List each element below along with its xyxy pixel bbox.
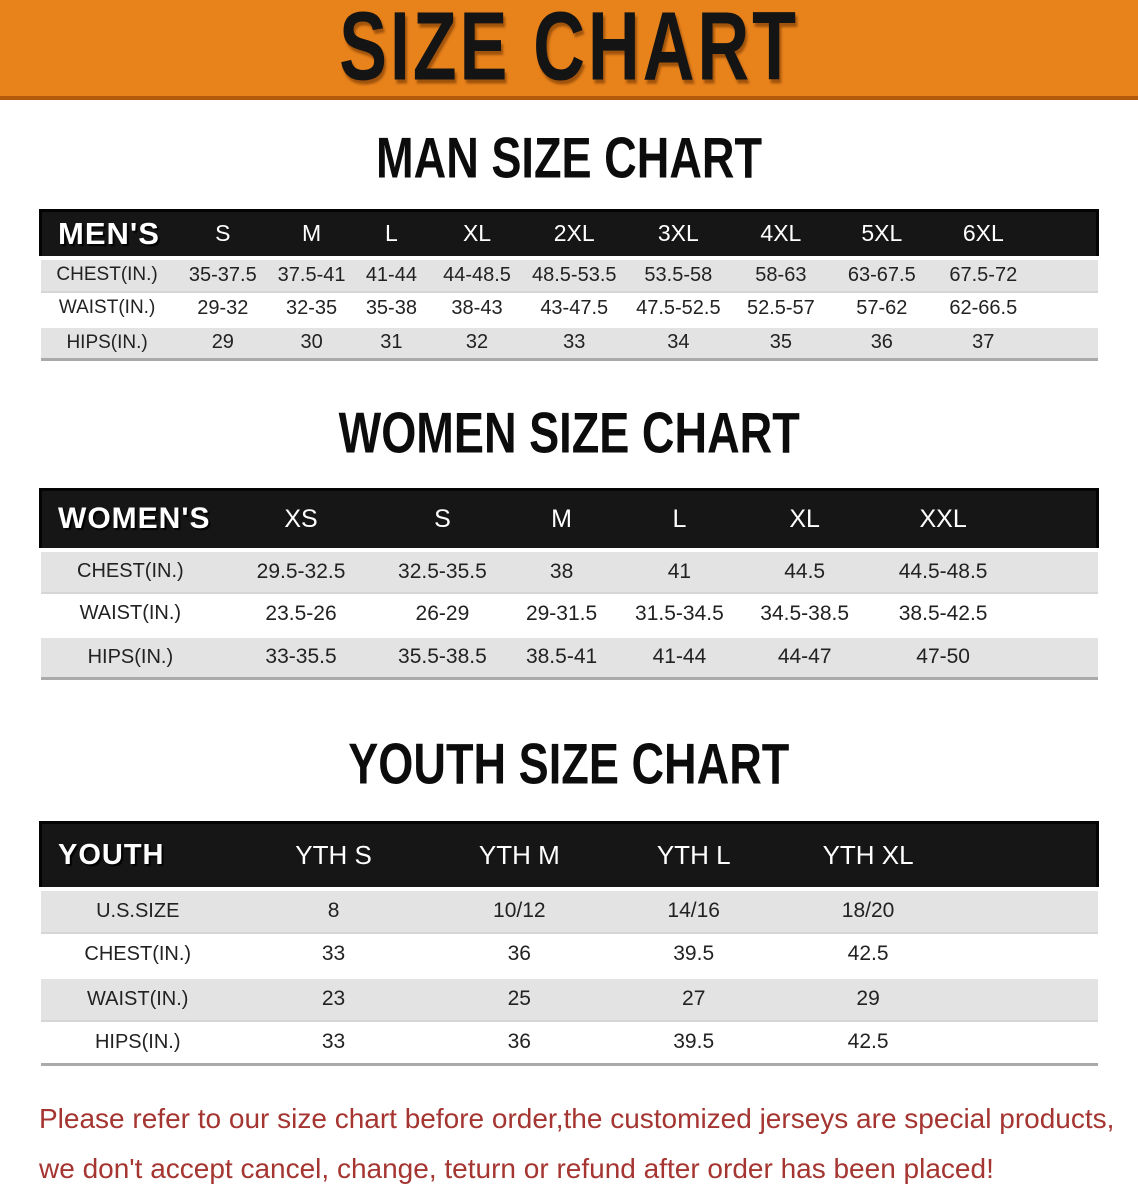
women-size-header: XXL [919, 504, 967, 533]
size-value: 44-48.5 [443, 263, 511, 286]
size-value: 44-47 [777, 645, 832, 669]
men-size-header: 3XL [657, 220, 699, 247]
size-value: 41-44 [365, 263, 417, 286]
size-value: 32 [465, 331, 489, 354]
size-value: 44.5-48.5 [898, 559, 988, 583]
youth-waist-row [41, 977, 1098, 1021]
youth-header-row [41, 823, 1098, 889]
size-value: 33 [321, 942, 346, 965]
size-value: 31.5-34.5 [635, 601, 724, 625]
men-size-header: M [302, 220, 322, 247]
women-size-header: M [551, 504, 572, 533]
size-value: 27 [682, 987, 706, 1010]
size-value: 39.5 [673, 1030, 715, 1054]
youth-hips-row [41, 1021, 1098, 1065]
row-spacer [955, 1021, 1097, 1065]
size-value: 36 [870, 331, 893, 354]
men-size-header: L [385, 220, 398, 247]
row-spacer [1016, 550, 1098, 593]
men-hips-row [41, 326, 1098, 360]
size-value: 29 [856, 987, 880, 1010]
size-value: 63-67.5 [847, 263, 916, 286]
size-value: 23 [321, 987, 346, 1010]
women-section-title-text: WOMEN SIZE CHART [338, 400, 800, 465]
size-value: 31 [380, 331, 403, 354]
men-waist-row [41, 292, 1098, 326]
women-size-header: XL [789, 504, 820, 533]
size-value: 42.5 [847, 942, 889, 965]
size-value: 67.5-72 [949, 263, 1018, 286]
size-value: 53.5-58 [644, 263, 713, 286]
row-label: CHEST(IN.) [77, 560, 184, 582]
size-value: 14/16 [667, 899, 720, 922]
man-section-title [0, 125, 1138, 190]
disclaimer-line-2: we don't accept cancel, change, teturn or refund after order has been placed! [39, 1152, 994, 1184]
size-value: 34.5-38.5 [760, 601, 850, 625]
size-value: 43-47.5 [540, 296, 609, 319]
size-value: 41-44 [652, 645, 707, 669]
women-hips-row [41, 636, 1098, 679]
row-label: WAIST(IN.) [79, 602, 182, 624]
youth-section-title [0, 731, 1138, 796]
size-value: 29.5-32.5 [256, 559, 346, 583]
disclaimer-note [39, 1094, 1115, 1194]
size-value: 33 [563, 331, 586, 354]
size-value: 33-35.5 [265, 645, 337, 669]
size-value: 33 [321, 1030, 346, 1054]
size-value: 32.5-35.5 [398, 559, 487, 583]
youth-size-table [39, 821, 1099, 1066]
size-value: 18/20 [841, 899, 895, 922]
size-value: 35-38 [365, 296, 417, 319]
man-section-title-text: MAN SIZE CHART [375, 125, 763, 190]
size-value: 36 [507, 942, 531, 965]
size-value: 48.5-53.5 [531, 263, 617, 286]
size-value: 62-66.5 [949, 296, 1018, 319]
size-value: 26-29 [415, 601, 470, 625]
row-spacer [1016, 593, 1098, 636]
men-header-row [41, 211, 1098, 258]
women-chest-row [41, 550, 1098, 593]
row-spacer [1034, 326, 1097, 360]
size-value: 10/12 [493, 899, 546, 922]
women-size-header: XS [284, 504, 318, 533]
row-spacer [1034, 292, 1097, 326]
row-label: CHEST(IN.) [56, 264, 158, 285]
men-size-header: XL [462, 220, 492, 247]
women-header-row [41, 490, 1098, 550]
size-value: 35.5-38.5 [398, 645, 487, 669]
size-value: 58-63 [755, 263, 807, 286]
banner-title: SIZE CHART [339, 0, 799, 100]
youth-size-header: YTH L [656, 839, 731, 870]
size-value: 23.5-26 [265, 601, 337, 625]
row-spacer [955, 977, 1097, 1021]
men-size-header: 2XL [553, 220, 595, 247]
row-label: HIPS(IN.) [87, 645, 174, 668]
size-value: 38.5-41 [525, 645, 598, 669]
youth-group-label: YOUTH [58, 838, 165, 871]
size-value: 57-62 [856, 296, 908, 319]
size-value: 42.5 [847, 1030, 889, 1054]
header-spacer [1034, 211, 1097, 258]
row-label: CHEST(IN.) [84, 942, 192, 965]
youth-section-title-text: YOUTH SIZE CHART [348, 731, 790, 796]
header-spacer [955, 823, 1097, 889]
youth-size-header: YTH S [295, 839, 372, 870]
women-section-title [0, 400, 1138, 465]
size-chart-banner [0, 0, 1138, 100]
size-value: 38.5-42.5 [898, 601, 988, 625]
youth-ussize-row [41, 889, 1098, 933]
row-spacer [1016, 636, 1098, 679]
size-value: 35 [769, 331, 792, 354]
men-group-label: MEN'S [58, 215, 160, 251]
size-value: 30 [300, 331, 323, 354]
women-waist-row [41, 593, 1098, 636]
row-spacer [955, 933, 1097, 977]
row-label: HIPS(IN.) [66, 331, 148, 353]
women-size-table [39, 488, 1099, 680]
size-value: 29 [211, 331, 234, 354]
row-spacer [1034, 258, 1097, 292]
size-value: 38 [549, 559, 574, 583]
header-spacer [1016, 490, 1098, 550]
row-spacer [955, 889, 1097, 933]
size-value: 35-37.5 [188, 263, 257, 286]
row-label: U.S.SIZE [96, 899, 180, 922]
size-value: 8 [327, 899, 340, 922]
row-label: WAIST(IN.) [87, 987, 189, 1010]
size-value: 44.5 [784, 559, 826, 583]
size-value: 37 [972, 331, 995, 354]
size-value: 34 [667, 331, 690, 354]
size-value: 47-50 [916, 645, 970, 669]
men-size-header: 5XL [861, 220, 903, 247]
size-value: 52.5-57 [746, 296, 815, 319]
women-size-header: L [672, 504, 687, 533]
youth-size-header: YTH M [478, 839, 560, 870]
men-size-header: 4XL [760, 220, 802, 247]
size-value: 29-32 [197, 296, 249, 319]
size-value: 29-31.5 [525, 601, 598, 625]
size-value: 41 [667, 559, 692, 583]
size-value: 39.5 [673, 942, 715, 965]
youth-chest-row [41, 933, 1098, 977]
youth-size-header: YTH XL [822, 839, 914, 870]
row-label: WAIST(IN.) [58, 297, 156, 318]
women-size-header: S [434, 504, 451, 533]
size-value: 38-43 [451, 296, 503, 319]
men-size-header: 6XL [962, 220, 1004, 247]
disclaimer-line-1: Please refer to our size chart before order,the customized jerseys are special products, [39, 1103, 1115, 1134]
size-value: 36 [507, 1030, 531, 1054]
size-value: 32-35 [286, 296, 338, 319]
size-value: 25 [507, 987, 531, 1010]
men-size-table [39, 209, 1099, 361]
row-label: HIPS(IN.) [94, 1030, 181, 1053]
men-chest-row [41, 258, 1098, 292]
women-group-label: WOMEN'S [58, 502, 211, 536]
size-value: 47.5-52.5 [636, 296, 721, 319]
size-value: 37.5-41 [277, 263, 346, 286]
men-size-header: S [215, 220, 231, 247]
